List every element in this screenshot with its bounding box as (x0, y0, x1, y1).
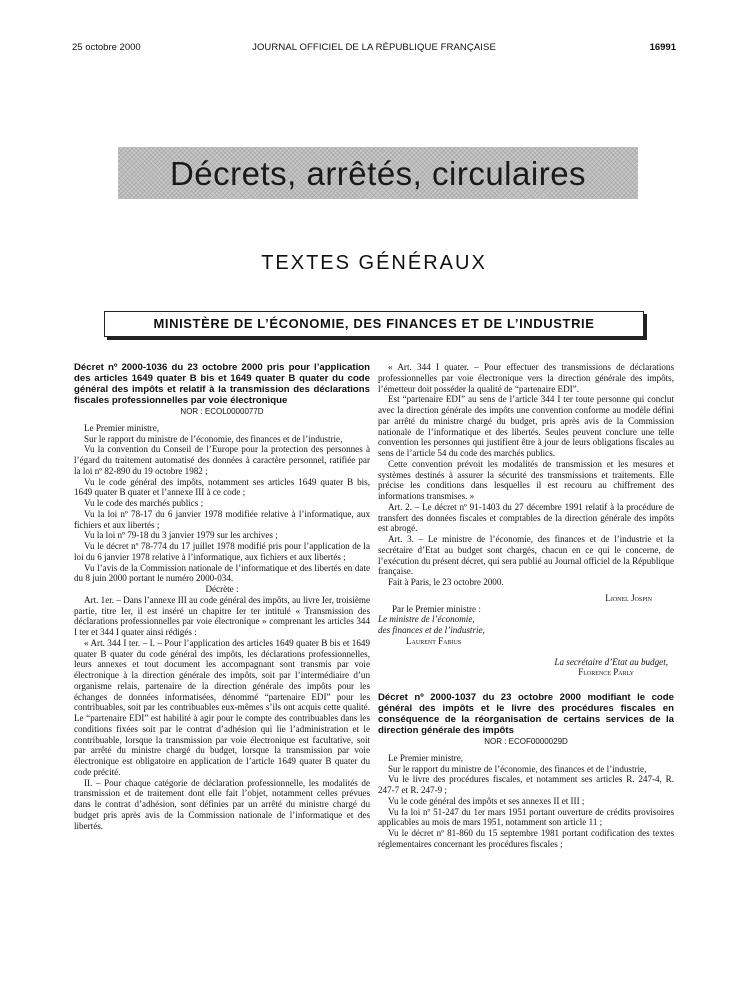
par-premier-ministre: Par le Premier ministre : (392, 603, 481, 614)
issue-date: 25 octobre 2000 (72, 42, 141, 53)
ministry-box (104, 311, 644, 337)
article-3: Art. 3. – Le ministre de l’économie, des finances et de l’industrie et la secrétaire d’Etat au budget sont chargés, chacun en ce qui le concerne, de l’exécution du présent décret, qui sera publié au Journal officiel de la République française. (378, 534, 674, 577)
right-column (378, 362, 674, 850)
banner-title: Décrets, arrêtés, circulaires (169, 155, 587, 192)
minister-title: des finances et de l’industrie, (378, 625, 485, 635)
nor-reference: NOR : ECOL0000077D (180, 407, 264, 416)
paragraph: Vu le livre des procédures fiscales, et notamment ses articles R. 247-4, R. 247-7 et R. 247-9 ; (378, 774, 674, 795)
decree-title: Décret nº 2000-1036 du 23 octobre 2000 pris pour l’application des articles 1649 quater B bis et 1649 quater B quater du code général des impôts et relatif à la transmission des déclarations fiscales professionnelles par voie électronique (74, 362, 370, 406)
paragraph: Est “partenaire EDI” au sens de l’article 344 I ter toute personne qui conclut avec la direction générale des impôts une convention conforme au modèle défini par arrêté du ministre chargé du budget, pris après avis de la Commission nationale de l’informatique et des libertés. Seules peuvent conclure une telle convention les personnes qui justifient être à jour de leurs obligations fiscales au sens de l’article 54 du code des marchés publics. (378, 394, 674, 458)
paragraph: Le Premier ministre, (84, 422, 160, 433)
paragraph: Cette convention prévoit les modalités de transmission et les mesures et systèmes destinés à assurer la sécurité des transmissions et traitements. Elle précise les conditions dans lesquelles il est recouru au chiffrement des informations transmises. » (378, 458, 674, 501)
article-2: Art. 2. – Le décret nº 91-1403 du 27 décembre 1991 relatif à la procédure de transfert des données fiscales et comptables de la direction générale des impôts est abrogé. (378, 501, 674, 534)
article-344-ter: « Art. 344 I ter. – I. – Pour l’application des articles 1649 quater B bis et 1649 quater B quater du code général des impôts, les déclarations professionnelles, leurs annexes et tout document les accompagnant sont transmis par voie électronique à la direction générale des impôts, soit par l’intermédiaire d’un organisme relais, partenaire de la direction générale des impôts pour les échanges de données informatisées, dénommé “partenaire EDI” pour les contribuables, soit par les contribuables eux-mêmes s’ils ont acquis cette qualité. Le “partenaire EDI” est habilité à agir pour le compte des contribuables dans les conditions fixées soit par le contrat d’adhésion qui lie l’administration et le contribuable, lorsque la transmission par voie électronique est facultative, soit par arrêté du ministre chargé du budget, lorsque la transmission par voie électronique est obligatoire en application de l’article 1649 quater B quater du code précité. (74, 637, 370, 777)
article-344-quater: « Art. 344 I quater. – Pour effectuer des transmissions de déclarations professionnelles par voie électronique vers la direction générale des impôts, l’émetteur doit posséder la qualité de “partenaire EDI”. (378, 362, 674, 394)
page-number: 16991 (649, 42, 676, 53)
ministry-title: MINISTÈRE DE L’ÉCONOMIE, DES FINANCES ET DE L’INDUSTRIE (153, 316, 595, 331)
paragraph: Le Premier ministre, (388, 752, 464, 763)
signature-secretary: Florence Parly (578, 667, 634, 678)
section-banner (118, 147, 638, 199)
paragraph: Sur le rapport du ministre de l’économie, des finances et de l’industrie, (388, 763, 647, 774)
paragraph: Vu le décret nº 81-860 du 15 septembre 1981 portant codification des textes réglementaires concernant les procédures fiscales ; (378, 828, 674, 849)
signature-minister: Laurent Fabius (406, 635, 462, 646)
journal-title: JOURNAL OFFICIEL DE LA RÉPUBLIQUE FRANÇAISE (252, 42, 496, 53)
paragraph: Vu le code des marchés publics ; (84, 498, 204, 508)
paragraph: Vu la loi nº 51-247 du 1er mars 1951 portant ouverture de crédits provisoires applicables au mois de mars 1951, notamment son article 11 ; (378, 806, 674, 828)
paragraph: Vu le code général des impôts et ses annexes II et III ; (388, 795, 585, 806)
paragraph: Sur le rapport du ministre de l’économie, des finances et de l’industrie, (84, 433, 343, 444)
page-header (72, 42, 676, 56)
left-column (74, 362, 370, 831)
signing-place-date: Fait à Paris, le 23 octobre 2000. (388, 577, 504, 587)
paragraph: II. – Pour chaque catégorie de déclaration professionnelle, les modalités de transmission et de traitement dont elle fait l’objet, notamment celles prévues dans le contrat d’adhésion, sont définies par un arrêté du ministre chargé du budget pris après avis de la Commission nationale de l’informatique et des libertés. (74, 777, 370, 831)
article-1: Art. 1er. – Dans l’annexe III au code général des impôts, au livre Ier, troisième partie, titre Ier, il est inséré un chapitre Ier ter intitulé « Transmission des déclarations professionnelles par voie électronique » comprenant les articles 344 I ter et 344 I quater ainsi rédigés : (74, 594, 370, 637)
decrete-label: Décrète : (205, 584, 239, 594)
secretary-title: La secrétaire d’Etat au budget, (554, 656, 668, 667)
paragraph: Vu le décret nº 78-774 du 17 juillet 1978 modifié pris pour l’application de la loi du 6 janvier 1978 relative à l’informatique, aux fichiers et aux libertés ; (74, 541, 370, 562)
minister-title: Le ministre de l’économie, (378, 614, 475, 625)
paragraph: Vu la loi nº 78-17 du 6 janvier 1978 modifiée relative à l’informatique, aux fichiers et aux libertés ; (74, 508, 370, 530)
paragraph: Vu le code général des impôts, notamment ses articles 1649 quater B bis, 1649 quater B quater et l’annexe III à ce code ; (74, 476, 370, 498)
nor-reference-2: NOR : ECOF0000029D (484, 737, 568, 746)
section-title: TEXTES GÉNÉRAUX (261, 252, 487, 274)
decree-2-title: Décret nº 2000-1037 du 23 octobre 2000 modifiant le code général des impôts et le livre des procédures fiscales en conséquence de la réorganisation de certains services de la direction générale des impôts (378, 692, 674, 736)
paragraph: Vu la loi nº 79-18 du 3 janvier 1979 sur les archives ; (84, 530, 278, 541)
signature-prime-minister: Lionel Jospin (605, 592, 652, 603)
paragraph: Vu la convention du Conseil de l’Europe pour la protection des personnes à l’égard du traitement automatisé des données à caractère personnel, ratifiée par la loi nº 82-890 du 19 octobre 1982 ; (74, 444, 370, 476)
paragraph: Vu l’avis de la Commission nationale de l’informatique et des libertés en date du 8 juin 2000 portant le numéro 2000-034. (74, 562, 370, 584)
